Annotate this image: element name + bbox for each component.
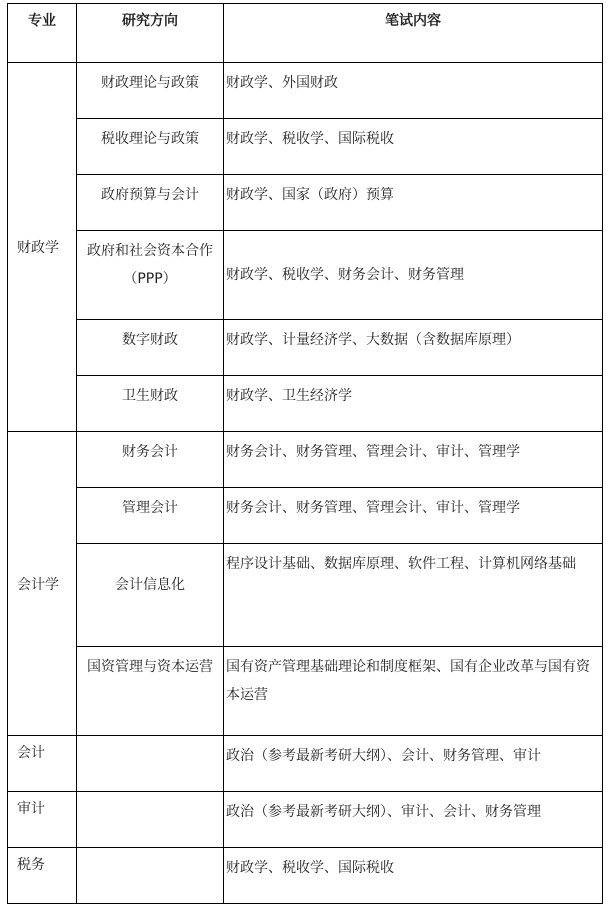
direction-cell: 数字财政 (77, 320, 224, 376)
direction-cell: 管理会计 (77, 488, 224, 544)
direction-cell (77, 792, 224, 848)
table-row (8, 488, 603, 544)
header-content: 笔试内容 (224, 4, 603, 63)
table-row (8, 175, 603, 231)
direction-cell: 财政理论与政策 (77, 63, 224, 119)
direction-cell: 税收理论与政策 (77, 119, 224, 175)
content-cell: 财务会计、财务管理、管理会计、审计、管理学 (224, 432, 603, 488)
table-row (8, 63, 603, 119)
direction-cell: 卫生财政 (77, 376, 224, 432)
header-major: 专业 (8, 4, 77, 63)
content-cell: 国有资产管理基础理论和制度框架、国有企业改革与国有资本运营 (224, 647, 603, 736)
header-direction: 研究方向 (77, 4, 224, 63)
table-row (8, 231, 603, 320)
content-cell: 财政学、税收学、财务会计、财务管理 (224, 231, 603, 320)
direction-cell: 政府预算与会计 (77, 175, 224, 231)
major-cell: 会计 (8, 736, 77, 792)
content-cell: 财政学、卫生经济学 (224, 376, 603, 432)
content-cell: 财务会计、财务管理、管理会计、审计、管理学 (224, 488, 603, 544)
major-cell: 财政学 (8, 63, 77, 432)
direction-cell (77, 736, 224, 792)
table-row (8, 647, 603, 736)
table-row (8, 792, 603, 848)
content-cell: 财政学、计量经济学、大数据（含数据库原理） (224, 320, 603, 376)
major-cell: 审计 (8, 792, 77, 848)
direction-cell: 政府和社会资本合作（PPP） (77, 231, 224, 320)
content-cell: 财政学、外国财政 (224, 63, 603, 119)
direction-cell: 财务会计 (77, 432, 224, 488)
content-cell: 财政学、国家（政府）预算 (224, 175, 603, 231)
content-cell: 政治（参考最新考研大纲）、会计、财务管理、审计 (224, 736, 603, 792)
table-row (8, 432, 603, 488)
major-cell: 会计学 (8, 432, 77, 736)
direction-cell (77, 848, 224, 904)
content-cell: 财政学、税收学、国际税收 (224, 119, 603, 175)
table-row (8, 544, 603, 647)
direction-cell: 国资管理与资本运营 (77, 647, 224, 736)
exam-content-table (7, 3, 603, 904)
content-cell: 财政学、税收学、国际税收 (224, 848, 603, 904)
content-cell: 政治（参考最新考研大纲）、审计、会计、财务管理 (224, 792, 603, 848)
table-row (8, 119, 603, 175)
table-row (8, 376, 603, 432)
table-row (8, 736, 603, 792)
table-row (8, 320, 603, 376)
table-row (8, 848, 603, 904)
major-cell: 税务 (8, 848, 77, 904)
content-cell: 程序设计基础、数据库原理、软件工程、计算机网络基础 (224, 544, 603, 647)
direction-cell: 会计信息化 (77, 544, 224, 647)
